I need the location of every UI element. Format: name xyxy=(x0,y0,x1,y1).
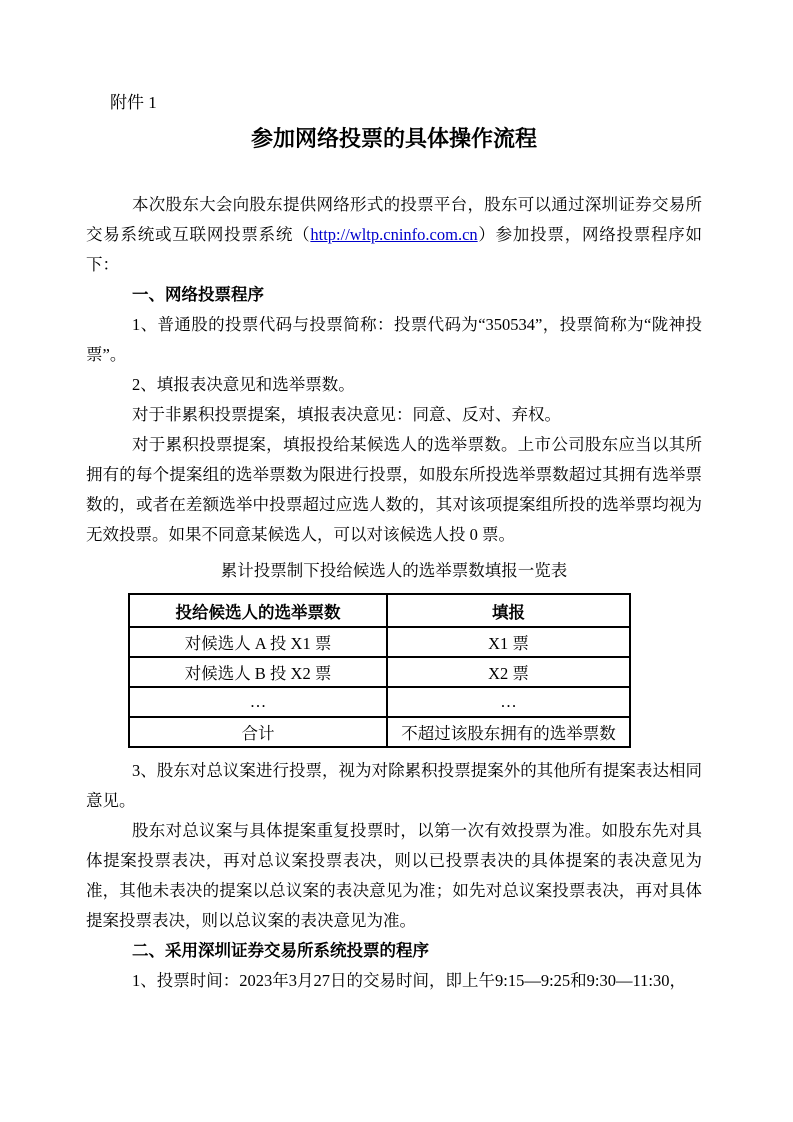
table-row xyxy=(129,627,630,657)
table-cell: X1 票 xyxy=(387,627,630,657)
voting-time-paragraph: 1、投票时间：2023年3月27日的交易时间，即上午9:15—9:25和9:30—11:30， xyxy=(132,971,686,990)
table-cell: X2 票 xyxy=(387,657,630,687)
voting-code-paragraph: 1、普通股的投票代码与投票简称：投票代码为“350534”，投票简称为“陇神投票”。 xyxy=(86,315,702,364)
intro-text-after-link: ）参加投票，网络投票程序如下： xyxy=(86,225,703,274)
table-cell: … xyxy=(387,687,630,717)
table-row xyxy=(129,657,630,687)
non-cumulative-paragraph: 对于非累积投票提案，填报表决意见：同意、反对、弃权。 xyxy=(132,405,561,424)
table-cell: 不超过该股东拥有的选举票数 xyxy=(387,717,630,747)
table-row xyxy=(129,687,630,717)
cumulative-paragraph: 对于累积投票提案，填报投给某候选人的选举票数。上市公司股东应当以其所拥有的每个提案组的选举票数为限进行投票，如股东所投选举票数超过其拥有选举票数的，或者在差额选举中投票超过应选人数的，其对该项提案组所投的选举票均视为无效投票。如果不同意某候选人，可以对该候选人投 0 票。 xyxy=(86,435,702,544)
document-body xyxy=(86,190,702,996)
page-title: 参加网络投票的具体操作流程 xyxy=(250,126,537,151)
repeat-voting-paragraph: 股东对总议案与具体提案重复投票时，以第一次有效投票为准。如股东先对具体提案投票表决，再对总议案投票表决，则以已投票表决的具体提案的表决意见为准，其他未表决的提案以总议案的表决意见为准；如先对总议案投票表决，再对具体提案投票表决，则以总议案的表决意见为准。 xyxy=(86,821,702,930)
table-cell: 合计 xyxy=(129,717,387,747)
section2-heading: 二、采用深圳证券交易所系统投票的程序 xyxy=(132,941,429,960)
table-row xyxy=(129,717,630,747)
intro-text-before-link: 本次股东大会向股东提供网络形式的投票平台，股东可以通过深圳证券交易所交易系统或互联网投票系统（ xyxy=(86,195,702,244)
table-header-fill: 填报 xyxy=(387,594,630,627)
table-cell: 对候选人 A 投 X1 票 xyxy=(129,627,387,657)
table-header-row xyxy=(129,594,630,627)
cumulative-vote-table xyxy=(128,593,631,748)
voting-system-link[interactable]: http://wltp.cninfo.com.cn xyxy=(310,225,478,244)
general-motion-paragraph: 3、股东对总议案进行投票，视为对除累积投票提案外的其他所有提案表达相同意见。 xyxy=(86,761,702,810)
table-header-votes: 投给候选人的选举票数 xyxy=(129,594,387,627)
attachment-label: 附件 1 xyxy=(110,93,157,112)
table-caption: 累计投票制下投给候选人的选举票数填报一览表 xyxy=(220,561,568,580)
section1-heading: 一、网络投票程序 xyxy=(132,285,264,304)
intro-paragraph xyxy=(86,190,702,280)
fill-in-paragraph: 2、填报表决意见和选举票数。 xyxy=(132,375,355,394)
table-cell: 对候选人 B 投 X2 票 xyxy=(129,657,387,687)
table-cell: … xyxy=(129,687,387,717)
